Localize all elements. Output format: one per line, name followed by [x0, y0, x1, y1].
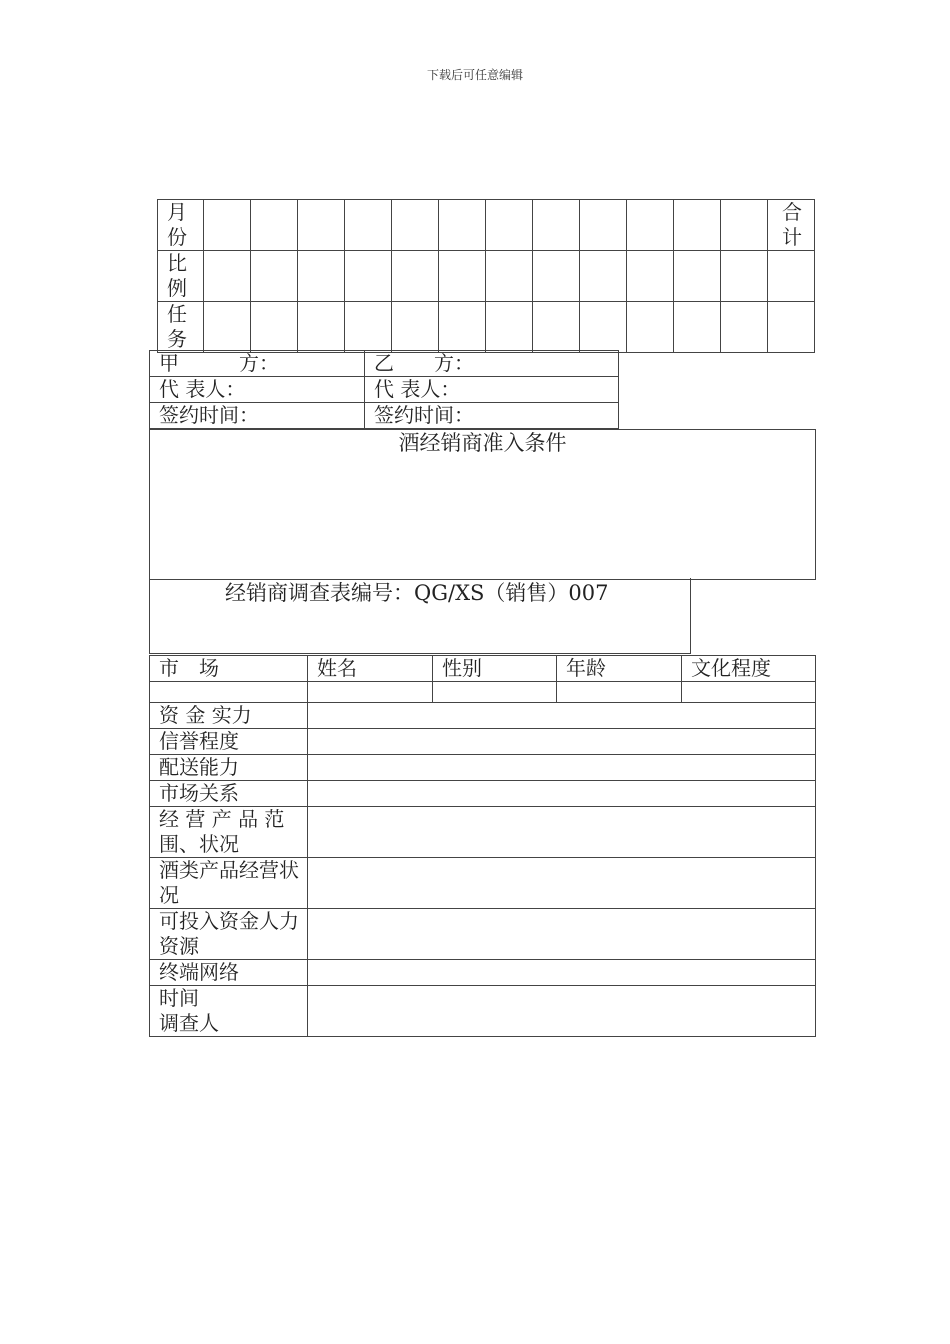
table-row	[150, 403, 619, 429]
table-cell[interactable]	[308, 858, 816, 909]
table-cell[interactable]	[308, 755, 816, 781]
table-cell[interactable]	[298, 302, 345, 353]
table-cell[interactable]	[721, 200, 768, 251]
table-cell[interactable]	[486, 251, 533, 302]
header-age: 年龄	[557, 656, 682, 682]
table-cell[interactable]	[251, 200, 298, 251]
table-cell[interactable]	[580, 251, 627, 302]
table-cell[interactable]	[627, 302, 674, 353]
row-label-product-scope: 经 营 产 品 范围、状况	[150, 807, 308, 858]
row-label-capital: 资 金 实力	[150, 703, 308, 729]
table-cell[interactable]	[486, 302, 533, 353]
table-cell[interactable]	[308, 986, 816, 1037]
table-cell[interactable]	[308, 909, 816, 960]
row-label-ratio: 比例	[158, 251, 204, 302]
table-cell[interactable]	[251, 251, 298, 302]
table-cell[interactable]	[345, 200, 392, 251]
row-label-reputation: 信誉程度	[150, 729, 308, 755]
conditions-box	[149, 429, 816, 580]
table-cell[interactable]	[674, 200, 721, 251]
party-b-field[interactable]: 乙 方：	[365, 351, 619, 377]
survey-title: 经销商调查表编号：QG/XS（销售）007	[225, 581, 609, 605]
table-cell[interactable]	[439, 200, 486, 251]
total-header: 合计	[768, 200, 815, 251]
table-cell[interactable]	[308, 682, 433, 703]
row-label-task: 任务	[158, 302, 204, 353]
table-cell[interactable]	[682, 682, 816, 703]
header-name: 姓名	[308, 656, 433, 682]
table-cell[interactable]	[204, 251, 251, 302]
table-row	[158, 200, 815, 251]
table-row	[150, 656, 816, 682]
row-label-month: 月份	[158, 200, 204, 251]
table-row	[150, 729, 816, 755]
table-cell[interactable]	[580, 200, 627, 251]
rep-b-field[interactable]: 代 表人：	[365, 377, 619, 403]
table-cell[interactable]	[627, 251, 674, 302]
table-cell[interactable]	[439, 251, 486, 302]
conditions-title: 酒经销商准入条件	[398, 431, 567, 455]
table-cell[interactable]	[204, 200, 251, 251]
signature-table	[149, 350, 619, 429]
table-cell[interactable]	[308, 703, 816, 729]
table-cell[interactable]	[204, 302, 251, 353]
table-cell[interactable]	[308, 960, 816, 986]
table-cell[interactable]	[308, 807, 816, 858]
table-cell[interactable]	[768, 251, 815, 302]
table-cell[interactable]	[150, 682, 308, 703]
table-cell[interactable]	[392, 200, 439, 251]
table-row	[150, 377, 619, 403]
sign-date-b-field[interactable]: 签约时间：	[365, 403, 619, 429]
table-cell[interactable]	[533, 200, 580, 251]
table-cell[interactable]	[557, 682, 682, 703]
dealer-survey-table	[149, 655, 816, 1037]
table-cell[interactable]	[533, 302, 580, 353]
table-cell[interactable]	[674, 251, 721, 302]
row-label-market-relations: 市场关系	[150, 781, 308, 807]
table-cell[interactable]	[533, 251, 580, 302]
table-cell[interactable]	[721, 251, 768, 302]
table-row	[150, 351, 619, 377]
table-cell[interactable]	[298, 200, 345, 251]
table-row	[150, 909, 816, 960]
survey-title-box	[149, 578, 691, 654]
rep-a-field[interactable]: 代 表人：	[150, 377, 365, 403]
row-label-investable-resources: 可投入资金人力资源	[150, 909, 308, 960]
table-row	[150, 986, 816, 1037]
table-cell[interactable]	[392, 302, 439, 353]
table-cell[interactable]	[486, 200, 533, 251]
table-cell[interactable]	[721, 302, 768, 353]
monthly-task-table	[157, 199, 815, 353]
header-education: 文化程度	[682, 656, 816, 682]
table-row	[150, 960, 816, 986]
sign-date-a-field[interactable]: 签约时间：	[150, 403, 365, 429]
table-cell[interactable]	[768, 302, 815, 353]
table-row	[150, 682, 816, 703]
row-label-liquor-status: 酒类产品经营状况	[150, 858, 308, 909]
table-row	[150, 755, 816, 781]
table-cell[interactable]	[433, 682, 557, 703]
table-cell[interactable]	[627, 200, 674, 251]
table-cell[interactable]	[674, 302, 721, 353]
table-cell[interactable]	[439, 302, 486, 353]
party-a-field[interactable]: 甲 方：	[150, 351, 365, 377]
table-row	[150, 703, 816, 729]
table-cell[interactable]	[308, 729, 816, 755]
header-gender: 性别	[433, 656, 557, 682]
table-row	[150, 781, 816, 807]
table-cell[interactable]	[298, 251, 345, 302]
table-row	[158, 251, 815, 302]
table-row	[150, 858, 816, 909]
table-cell[interactable]	[251, 302, 298, 353]
row-label-terminal-network: 终端网络	[150, 960, 308, 986]
table-cell[interactable]	[308, 781, 816, 807]
header-note: 下载后可任意编辑	[426, 68, 523, 82]
header-market: 市 场	[150, 656, 308, 682]
table-cell[interactable]	[345, 251, 392, 302]
table-cell[interactable]	[345, 302, 392, 353]
row-label-time-investigator: 时间 调查人	[150, 986, 308, 1037]
row-label-delivery: 配送能力	[150, 755, 308, 781]
table-cell[interactable]	[580, 302, 627, 353]
table-cell[interactable]	[392, 251, 439, 302]
table-row	[158, 302, 815, 353]
table-row	[150, 807, 816, 858]
